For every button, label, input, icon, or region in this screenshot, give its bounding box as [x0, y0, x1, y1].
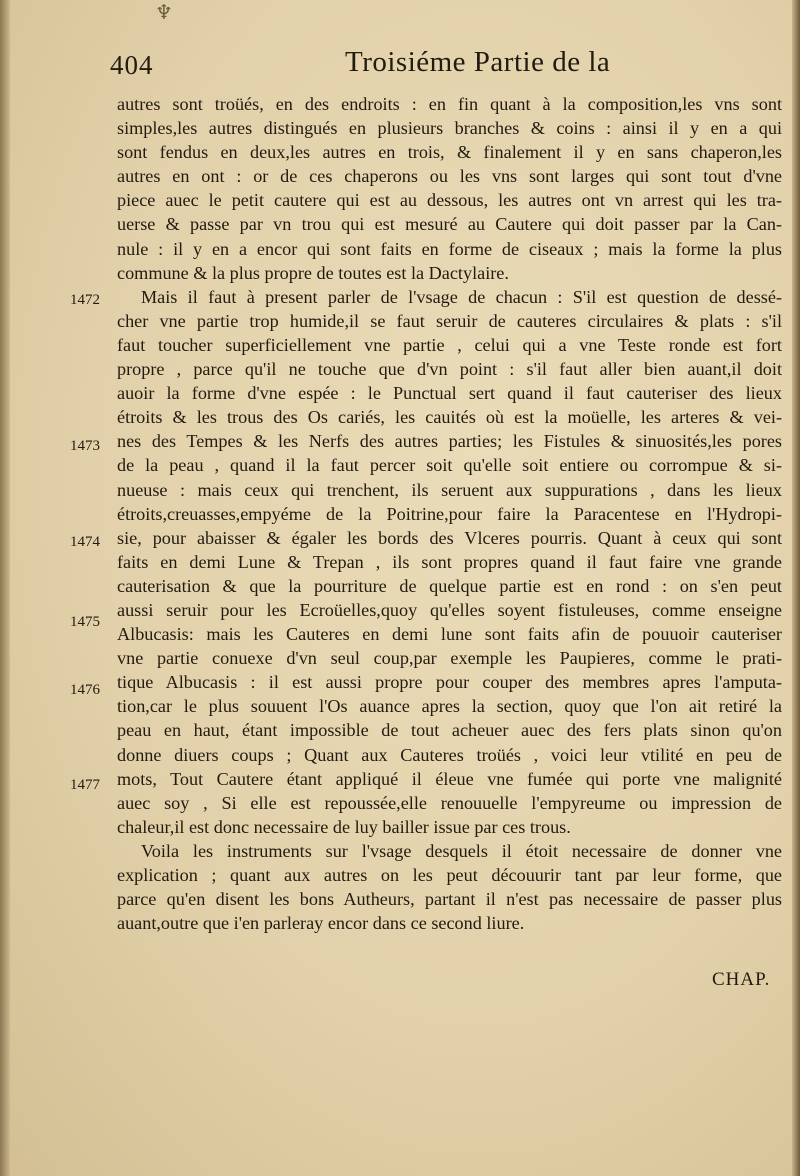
- ink-blot-decoration: ♆: [155, 2, 173, 24]
- text-line: propre , parce qu'il ne touche que d'vn point : s'il faut aller bien auant,il doit: [117, 359, 782, 380]
- text-line: étroits & les trous des Os cariés, les cauités où est la moüelle, les arteres & vei-: [117, 407, 782, 428]
- margin-number: 1472: [70, 292, 100, 308]
- text-line: explication ; quant aux autres on les peut découurir tant par leur forme, que: [117, 865, 782, 885]
- margin-number: 1475: [70, 614, 100, 630]
- text-line: uerse & passe par vn trou qui est mesuré au Cautere qui doit passer par la Can-: [117, 214, 782, 235]
- text-line: auoir la forme d'vne espée : le Punctual sert quand il faut cauteriser des lieux: [117, 383, 782, 404]
- page-gutter-shadow: [0, 0, 10, 1176]
- text-line: nule : il y en a encor qui sont faits en forme de ciseaux ; mais la forme la plus: [117, 238, 782, 259]
- margin-number: 1474: [70, 534, 100, 550]
- text-line: faut toucher superficiellement vne partie , celui qui a vne Teste ronde est fort: [117, 334, 782, 355]
- text-line: Mais il faut à present parler de l'vsage de chacun : S'il est question de dessé-: [141, 286, 782, 307]
- text-line: Voila les instruments sur l'vsage desquels il étoit necessaire de donner vne: [141, 840, 782, 861]
- text-line: chaleur,il est donc necessaire de luy bailler issue par ces trous.: [117, 816, 571, 837]
- page-number: 404: [110, 50, 154, 80]
- text-line: autres sont troüés, en des endroits : en fin quant à la composition,les vns sont: [117, 94, 782, 114]
- text-line: de la peau , quand il la faut percer soit qu'elle soit entiere ou corrompue & si-: [117, 455, 782, 476]
- text-line: nes des Tempes & les Nerfs des autres parties; les Fistules & sinuosités,les pores: [117, 431, 782, 452]
- text-line: aussi seruir pour les Ecroüelles,quoy qu'elles soyent fistuleuses, comme enseigne: [117, 599, 782, 620]
- text-line: cauterisation & que la pourriture de quelque partie est en rond : on s'en peut: [117, 575, 782, 596]
- text-line: vne partie conuexe d'vn seul coup,par exemple les Paupieres, comme le prati-: [117, 648, 782, 669]
- text-line: auec soy , Si elle est repoussée,elle renouuelle l'empyreume ou impression de: [117, 792, 782, 813]
- text-line: cher vne partie trop humide,il se faut seruir de cauteres circulaires & plats : s'il: [117, 310, 782, 331]
- text-line: sont fendus en deux,les autres en trois, & finalement il y en sans chaperon,les: [117, 142, 782, 163]
- text-line: commune & la plus propre de toutes est la Dactylaire.: [117, 262, 509, 283]
- page-edge-shadow: [792, 0, 800, 1176]
- text-line: auant,outre que i'en parleray encor dans ce second liure.: [117, 913, 525, 934]
- text-line: Albucasis: mais les Cauteres en demi lune sont faits afin de pouuoir cauteriser: [117, 624, 782, 645]
- text-line: autres en ont : or de ces chaperons ou les vns sont larges qui sont tout d'vne: [117, 166, 782, 187]
- text-line: donne diuers coups ; Quant aux Cauteres troüés , voici leur vtilité en peu de: [117, 744, 782, 765]
- margin-number: 1476: [70, 682, 100, 698]
- text-line: simples,les autres distingués en plusieurs branches & coins : ainsi il y en a qui: [117, 118, 782, 139]
- text-line: piece auec le petit cautere qui est au dessous, les autres ont vn arrest qui les tra-: [117, 190, 782, 211]
- text-line: peau en haut, étant impossible de tout acheuer auec des fers plats sinon qu'on: [117, 720, 782, 741]
- body-text: [117, 92, 782, 935]
- text-line: nueuse : mais ceux qui trenchent, ils seruent aux suppurations , dans les lieux: [117, 479, 782, 500]
- text-line: sie, pour abaisser & égaler les bords des Vlceres pourris. Quant à ceux qui sont: [117, 527, 782, 548]
- text-line: parce qu'en disent les bons Autheurs, partant il n'est pas necessaire de passer plus: [117, 889, 782, 910]
- text-line: mots, Tout Cautere étant appliqué il éleue vne fumée qui porte vne malignité: [117, 768, 782, 789]
- catchword: CHAP.: [712, 969, 771, 990]
- text-line: tion,car le plus souuent l'Os auance apres la section, quoy que l'on ait retiré la: [117, 696, 782, 717]
- text-line: tique Albucasis : il est aussi propre pour couper des membres apres l'amputa-: [117, 672, 782, 693]
- margin-number: 1477: [70, 777, 100, 793]
- text-line: étroits,creuasses,empyéme de la Poitrine,pour faire la Paracentese en l'Hydropi-: [117, 503, 782, 524]
- margin-number: 1473: [70, 438, 100, 454]
- text-line: faits en demi Lune & Trepan , ils sont propres quand il faut faire vne grande: [117, 551, 782, 572]
- running-head: Troisiéme Partie de la: [345, 46, 611, 78]
